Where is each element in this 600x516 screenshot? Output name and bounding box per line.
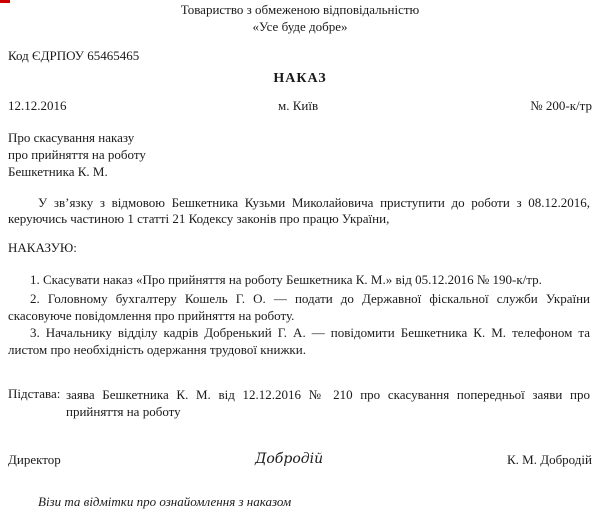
basis-text: заява Бешкетника К. М. від 12.12.2016 № 210 про скасування попередньої заяви про прийняття на роботу <box>66 387 590 419</box>
subject-line: Бешкетника К. М. <box>8 164 108 179</box>
document-title: НАКАЗ <box>273 71 327 86</box>
order-date: 12.12.2016 <box>8 98 67 113</box>
preamble-line: У зв’язку з відмовою Бешкетника Кузьми Миколайовича приступити до роботи з 08.12.2016, <box>38 195 590 210</box>
order-item: 1. Скасувати наказ «Про прийняття на роботу Бешкетника К. М.» від 05.12.2016 № 190-к/тр. <box>30 272 542 287</box>
footer-note: Візи та відмітки про ознайомлення з наказом <box>38 494 292 509</box>
org-name-line2: «Усе буде добре» <box>252 19 348 34</box>
order-word: НАКАЗУЮ: <box>8 240 77 255</box>
order-item: 3. Начальнику відділу кадрів Добренький Г. А. — повідомити Бешкетника К. М. телефоном та листом про необхідність одержання трудової книжки. <box>8 325 590 357</box>
subject-line: Про скасування наказу <box>8 130 135 145</box>
signature-name: К. М. Добродій <box>506 452 592 467</box>
preamble-line: керуючись частиною 1 статті 21 Кодексу законів про працю України, <box>8 211 390 226</box>
order-number: № 200-к/тр <box>530 98 592 113</box>
edrpou-code: Код ЄДРПОУ 65465465 <box>8 48 140 63</box>
subject-line: про прийняття на роботу <box>8 147 146 162</box>
signature-position: Директор <box>8 452 61 467</box>
org-name-line1: Товариство з обмеженою відповідальністю <box>180 2 420 17</box>
signature-sign: Добродій <box>255 451 324 467</box>
order-city: м. Київ <box>278 98 319 113</box>
basis-label: Підстава: <box>8 386 61 401</box>
order-item: 2. Головному бухгалтеру Кошель Г. О. — подати до Державної фіскальної служби України скасовуюче повідомлення про прийняття на роботу. <box>8 291 590 323</box>
